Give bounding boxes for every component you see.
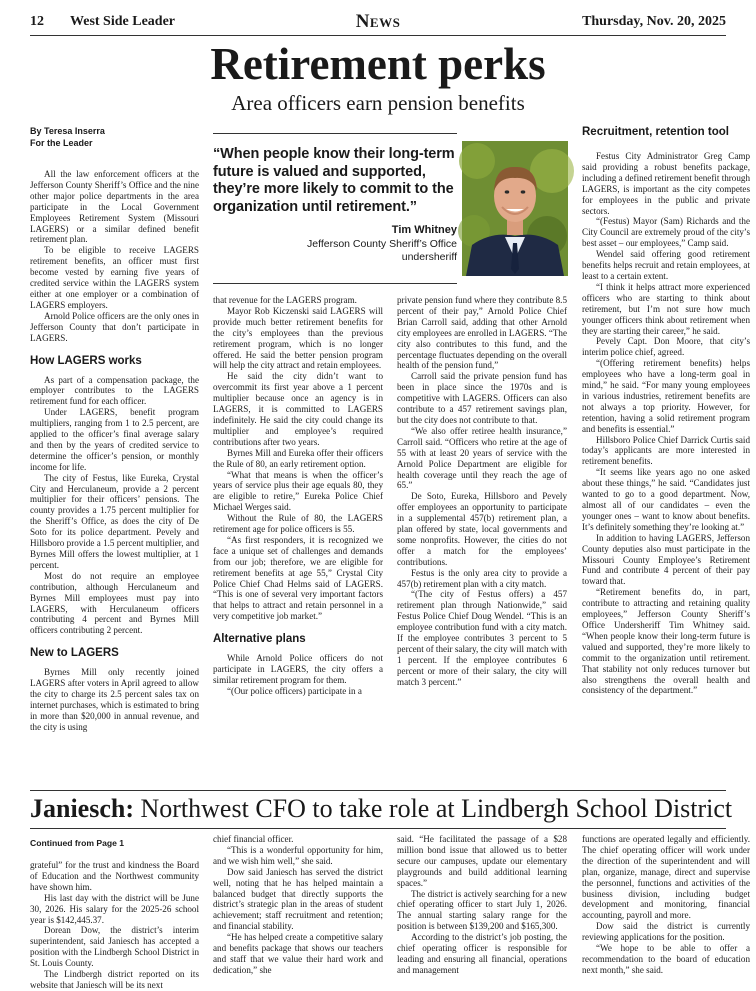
headline-lead: Janiesch:	[30, 794, 134, 823]
paragraph: He said the city didn’t want to overcommit its first year above a 1 percent multiplier because once an agency is in LAGERS, it is committed to LAGERS indefinitely. He said the city could change its multiplier and employee’s required contributions after two years.	[213, 371, 383, 447]
paragraph: chief financial officer.	[213, 834, 294, 844]
paragraph: Dow said Janiesch has served the district well, noting that he has helped maintain a balanced budget that directly supports the district’s strategic plan in the areas of student achievement; staff recruitment and retention; and financial stability.	[213, 866, 383, 932]
paragraph: Pevely Capt. Don Moore, that city’s interim police chief, agreed.	[582, 336, 750, 358]
header-left	[30, 14, 175, 30]
second-story-headline	[30, 793, 732, 825]
paragraph: Hillsboro Police Chief Darrick Curtis said today’s applicants are more interested in retirement benefits.	[582, 434, 750, 467]
headline-rest: Northwest CFO to take role at Lindbergh School District	[134, 794, 733, 823]
article-column-4	[582, 125, 750, 790]
paragraph: Byrnes Mill and Eureka offer their officers the Rule of 80, an early retirement option.	[213, 447, 383, 469]
paragraph: “As first responders, it is recognized we face a unique set of challenges and demands from our job; therefore, we are eligible for retirement benefits at age 55,” Crystal City Police Chief Chad Helms said of LAGERS. “This is one of several very important factors that helps to attract and retain personnel in a very competitive job market.”	[213, 534, 383, 622]
pull-quote-attribution	[213, 224, 457, 265]
quote-title: Jefferson County Sheriff’s Office	[307, 237, 457, 250]
paragraph: According to the district’s job posting, the chief operating officer is responsible for leading and ensuring all financial, operations and management	[397, 932, 567, 975]
section-subhead: Recruitment, retention tool	[582, 126, 729, 138]
paragraph: Wendel said offering good retirement benefits helps recruit and retain employees, at least to a certain extent.	[582, 249, 750, 281]
story2-column-2	[213, 834, 383, 981]
paragraph: The district is actively searching for a new chief operating officer to start July 1, 2026. The annual starting salary range for the position is between $139,200 and $165,300.	[397, 888, 567, 932]
paragraph: Carroll said the private pension fund has been in place since the 1970s and is competitive with LAGERS. Officers can also contribute to a 457 retirement savings plan, but the city does not contribute to that.	[397, 371, 567, 425]
page-header	[30, 8, 726, 36]
article-column-1	[30, 125, 199, 790]
quote-title: undersheriff	[401, 251, 457, 264]
pull-quote	[213, 133, 457, 284]
story2-column-4	[582, 834, 750, 981]
paragraph: grateful” for the trust and kindness the Board of Education and the Northwest community have shown him.	[30, 860, 199, 892]
paragraph: In addition to having LAGERS, Jefferson County deputies also must participate in the Missouri County Employee’s Retirement Fund and contribute 4 percent of their pay toward that.	[582, 532, 750, 587]
continued-line: Continued from Page 1	[30, 838, 125, 848]
paragraph: “It seems like years ago no one asked about these things,” he said. “Candidates just wanted to go to a good department. Now, almost all of our candidates – even the younger ones – want to know about benefits. It’s definitely something they’re looking at.”	[582, 467, 750, 532]
paragraph: “This is a wonderful opportunity for him, and we wish him well,” she said.	[213, 844, 383, 866]
section-name: News	[355, 10, 401, 32]
page-number: 12	[30, 13, 44, 29]
paragraph: The city of Festus, like Eureka, Crystal City and Herculaneum, provide a 2 percent multiplier for their officers’ pensions. The county provides a 1.75 percent multiplier for the Sheriff’s Office, as does the city of De Soto for its police department. Pevely and Hillsboro provide a 1.5 percent multiplier, and Byrnes Mill offers the lowest multiplier, at 1 percent.	[30, 472, 199, 570]
paragraph: Festus is the only area city to provide a 457(b) retirement plan with a city match.	[397, 567, 567, 589]
paragraph: functions are operated legally and efficiently. The chief operating officer will work under the direction of the superintendent and will plan, organize, manage, direct and supervise the personnel, functions and activities of the business division, including budget development and monitoring, financial accounting, payroll and more.	[582, 834, 750, 921]
paragraph: Mayor Rob Kiczenski said LAGERS will provide much better retirement benefits for the city’s employees than the previous retirement program, which is no longer offered. He said the better pension program will help the city attract and retain employees.	[213, 305, 383, 371]
section-subhead: New to LAGERS	[30, 647, 119, 660]
quote-name: Tim Whitney	[391, 224, 457, 237]
paragraph: “What that means is when the officer’s years of service plus their age equals 80, they are eligible to retire,” Eureka Police Chief Michael Werges said.	[213, 469, 383, 513]
paragraph: Festus City Administrator Greg Camp said providing a robust benefits package, including a defined retirement benefit through LAGERS, is important as the city competes for employees in the public and private sectors.	[582, 151, 750, 216]
byline	[30, 125, 199, 149]
paragraph: “(The city of Festus offers) a 457 retirement plan through Nationwide,” said Festus Police Chief Doug Wendel. “This is an employee contribution fund with a city match. If the employee contributes 3 percent to 5 percent of their salary, the city will match with 1 percent. If the employee contributes 6 percent or more of their salary, the city will match 3 percent.”	[397, 589, 567, 687]
portrait-image	[462, 141, 568, 276]
byline-author: By Teresa Inserra	[30, 126, 105, 136]
headline-underline	[30, 828, 726, 829]
pull-quote-text: “When people know their long-term future is valued and supported, they’re more likely to commit to the organization until retirement.”	[213, 146, 455, 215]
paragraph: “I think it helps attract more experienced officers who are starting to think about retirement, but I’m not sure how much younger officers think about retirement when they are starting their career,” he said.	[582, 281, 750, 336]
article-column-2	[213, 295, 383, 790]
paragraph: Byrnes Mill only recently joined LAGERS after voters in April agreed to allow the city to charge its 2.5 percent sales tax on internet purchases, which is estimated to bring in more than $20,000 in annual revenue, and the city is using	[30, 667, 199, 732]
paragraph: De Soto, Eureka, Hillsboro and Pevely offer employees an opportunity to participate in a supplemental 457(b) retirement plan, a plan offered by state, local governments and some nonprofits. However, the cities do not offer a match for the employees’ contributions.	[397, 491, 567, 567]
story2-column-3	[397, 834, 567, 981]
paragraph: “Retirement benefits do, in part, contribute to attracting and retaining quality employees,” Jefferson County Sheriff’s Office Undersheriff Tim Whitney said. “When people know their long-term future is valued and supported, they’re more likely to commit to the organization until retirement. That stability not only reduces turnover but also strengthens the overall health and consistency of the department.”	[582, 587, 750, 696]
paragraph: Without the Rule of 80, the LAGERS retirement age for police officers is 55.	[213, 513, 383, 535]
paragraph: that revenue for the LAGERS program.	[213, 295, 357, 305]
paragraph: All the law enforcement officers at the Jefferson County Sheriff’s Office and the nine other major police departments in the area participate in the Local Government Employees Retirement System (Missouri LAGERS) or a similar defined benefit retirement plan.	[30, 169, 199, 245]
paragraph: Dorean Dow, the district’s interim superintendent, said Janiesch has accepted a position with the Lindbergh School District in St. Louis County.	[30, 925, 199, 969]
section-subhead: How LAGERS works	[30, 354, 142, 367]
paragraph: “(Offering retirement benefits) helps employees who have a long-term goal in mind,” he said. “For many young employees in various industries, retirement benefits are not always a top priority. However, for retention, having a solid retirement program and benefits is essential.”	[582, 358, 750, 434]
paragraph: “We hope to be able to offer a recommendation to the board of education next month,” she said.	[582, 943, 750, 975]
paragraph: Under LAGERS, benefit program multipliers, ranging from 1 to 2.5 percent, are applied to the officer’s final average salary and then by the years of credited service to determine the officer’s pension, or monthly income for life.	[30, 407, 199, 472]
paragraph: said. “He facilitated the passage of a $28 million bond issue that allowed us to better secure our campuses, update our elementary playgrounds and build additional learning spaces.”	[397, 834, 567, 888]
paragraph: Most do not require an employee contribution, although Herculaneum and Byrnes Mill employees must pay into LAGERS, with Herculaneum officers contributing 4 percent and Byrnes Mill officers contributing 2 percent.	[30, 570, 199, 636]
paragraph: The Lindbergh district reported on its website that Janiesch will be its next	[30, 969, 199, 990]
story-subheadline: Area officers earn pension benefits	[231, 91, 525, 115]
story2-column-1	[30, 834, 199, 990]
byline-role: For the Leader	[30, 138, 93, 148]
paragraph: “He has helped create a competitive salary and benefits package that shows our teachers and staff that we value their hard work and dedication,” she	[213, 932, 383, 975]
paragraph: “We also offer retiree health insurance,” Carroll said. “Officers who retire at the age of 55 with at least 20 years of service with the Arnold Police Department are eligible for health coverage until they reach the age of 65.”	[397, 425, 567, 491]
paragraph: His last day with the district will be June 30, 2026. His salary for the 2025-26 school year is $142,445.37.	[30, 892, 199, 925]
story-divider	[30, 790, 726, 791]
story-headline: Retirement perks	[210, 39, 546, 89]
issue-date: Thursday, Nov. 20, 2025	[582, 13, 726, 29]
paragraph: “(Festus) Mayor (Sam) Richards and the City Council are extremely proud of the city’s best asset – our employees,” Camp said.	[582, 216, 750, 249]
article-column-3	[397, 295, 567, 790]
paragraph: private pension fund where they contribute 8.5 percent of their pay,” Arnold Police Chief Brian Carroll said, adding that other Arnold city employees are enrolled in LAGERS. “The city also contributes to this fund, and the percentage fluctuates depending on the overall health of the pension fund,”	[397, 295, 567, 371]
paragraph: To be eligible to receive LAGERS retirement benefits, an officer must first become vested by earning five years of credited service within the LAGERS system either at one employer or a combination of LAGERS employers.	[30, 245, 199, 310]
publication-name: West Side Leader	[70, 13, 175, 29]
portrait-photo	[462, 141, 568, 276]
paragraph: While Arnold Police officers do not participate in LAGERS, the city offers a similar retirement program for them.	[213, 653, 383, 685]
paragraph: Arnold Police officers are the only ones in Jefferson County that don’t participate in LAGERS.	[30, 310, 199, 343]
paragraph: “(Our police officers) participate in a	[227, 685, 362, 696]
section-subhead: Alternative plans	[213, 633, 306, 646]
paragraph: Dow said the district is currently reviewing applications for the position.	[582, 921, 750, 943]
paragraph: As part of a compensation package, the employer contributes to the LAGERS retirement fund for each officer.	[30, 374, 199, 407]
